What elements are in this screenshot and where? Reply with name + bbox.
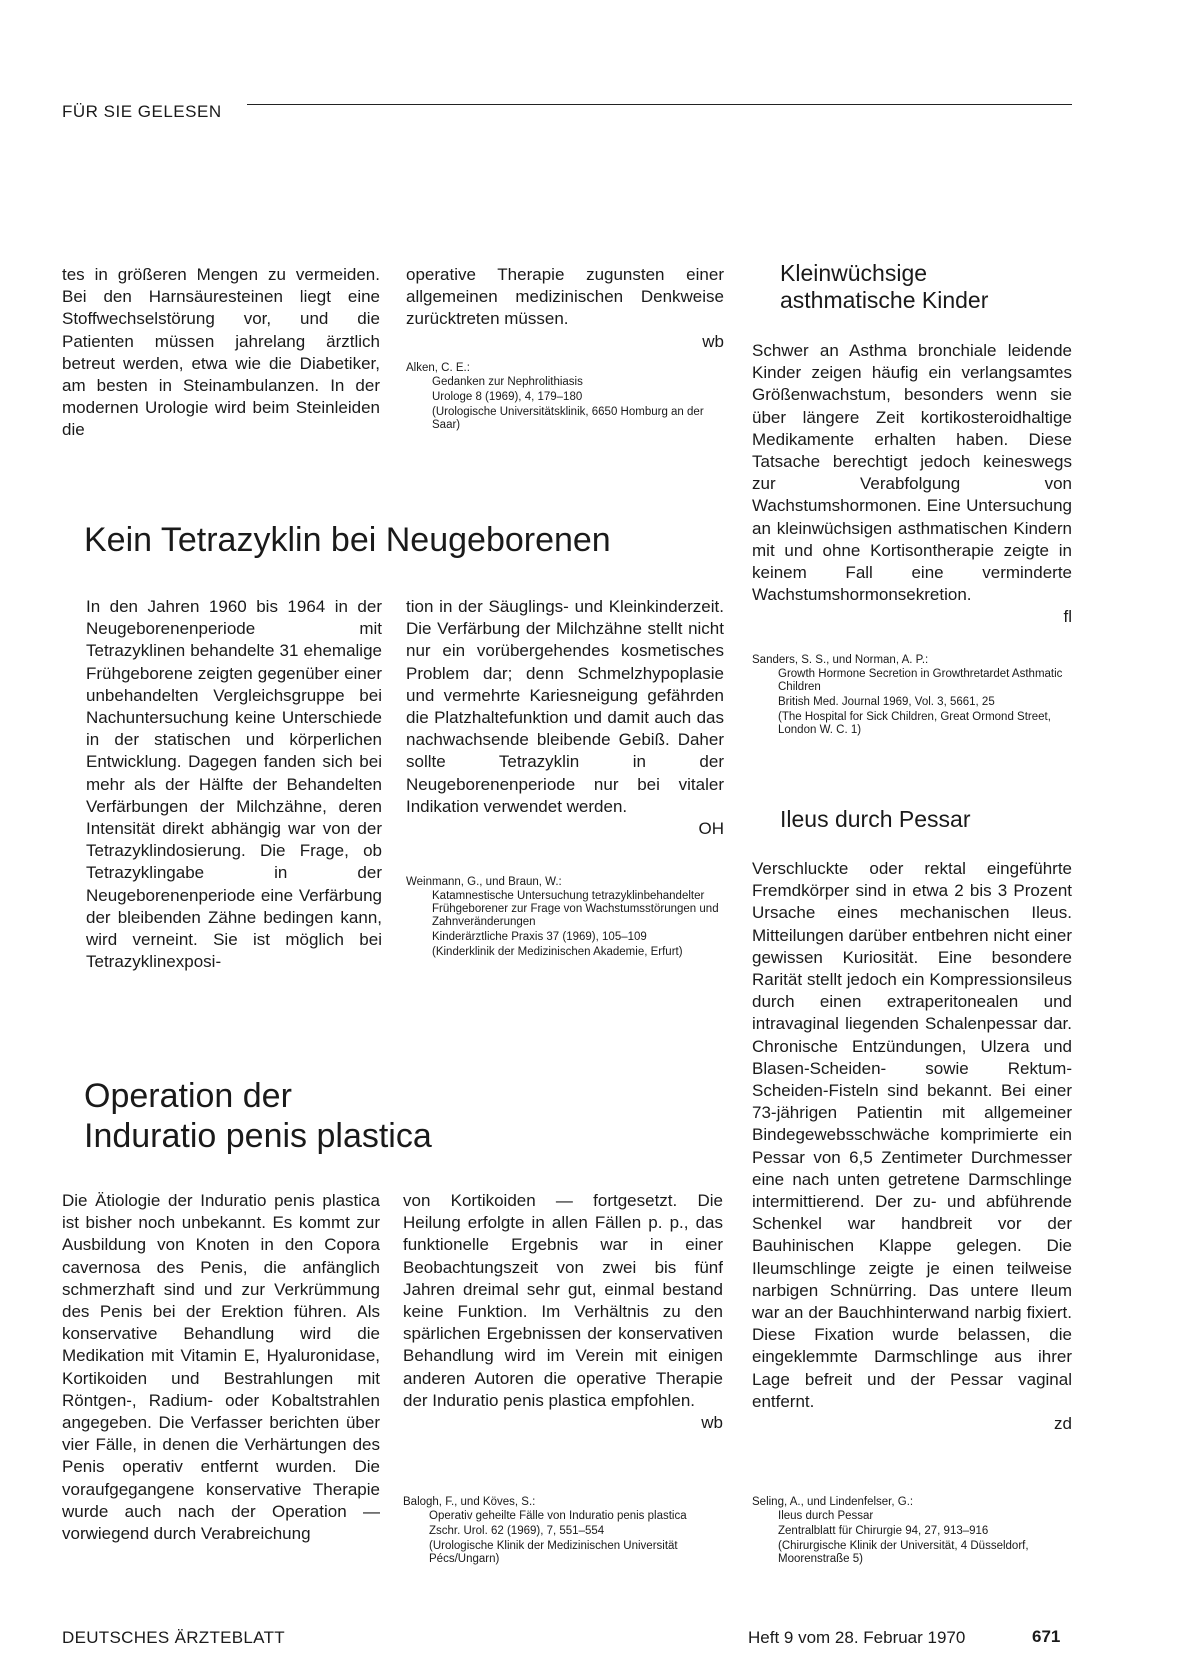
ref-journal: Zschr. Urol. 62 (1969), 7, 551–554 <box>429 1525 605 1537</box>
ref-institution: (Chirurgische Klinik der Universität, 4 Düsseldorf, Moorenstraße 5) <box>778 1540 1029 1565</box>
signature: wb <box>701 1413 723 1433</box>
reference-tetrazyklin <box>406 876 724 961</box>
article-title: Kein Tetrazyklin bei Neugeborenen <box>84 521 611 559</box>
ref-authors: Balogh, F., und Köves, S.: <box>403 1496 536 1508</box>
body-text: Die Ätiologie der Induratio penis plastica ist bisher noch unbekannt. Es kommt zur Ausbildung von Knoten in den Copora cavernosa des Penis, die anfänglich schmerzhaft sind und zur Verkrümmung des Penis bei der Erektion führen. Als konservative Behandlung wird die Medikation mit Vitamin E, Hyaluronidase, Kortikoiden und Bestrahlungen mit Röntgen-, Radium- oder Kobaltstrahlen angegeben. Die Verfasser berichten über vier Fälle, in denen die Verhärtungen des Penis operativ entfernt wurden. Die voraufgegangene konservative Therapie wurde auch nach der Operation — vorwiegend durch Verabreichung <box>62 1191 380 1544</box>
ref-journal: Kinderärztliche Praxis 37 (1969), 105–109 <box>432 931 647 943</box>
urolithiasis-col2 <box>406 264 724 353</box>
body-text: In den Jahren 1960 bis 1964 in der Neugeborenenperiode mit Tetrazyklinen behandelte 31 ehemalige Frühgeborene zeigten gegenüber einer unbehandelten Vergleichsgruppe bei Nachuntersuchung keine Unterschiede in der statischen und körperlichen Entwicklung. Dagegen fanden sich bei mehr als der Hälfte der Behandelten Verfärbungen der Milchzähne, deren Intensität direkt abhängig war von der Tetrazyklindosierung. Die Frage, ob Tetrazyklingabe in der Neugeborenenperiode eine Verfärbung der bleibenden Zähne bedingen kann, wird verneint. Sie ist möglich bei Tetrazyklinexposi- <box>86 597 382 972</box>
asthma-text <box>752 340 1072 629</box>
signature: fl <box>1063 607 1072 627</box>
body-text: Verschluckte oder rektal eingeführte Fremdkörper sind in etwa 2 bis 3 Prozent Ursache eines mechanischen Ileus. Mitteilungen darüber entbehren nicht einer gewissen Kuriosität. Eine besondere Rarität stellt jedoch ein Kompressionsileus durch einen extraperitonealen und intravaginal liegenden Schalenpessar dar. Chronische Entzündungen, Ulzera und Blasen-Scheiden- sowie Rektum-Scheiden-Fisteln sind bekannt. Bei einer 73-jährigen Patientin mit allgemeiner Bindegewebsschwäche komprimierte ein Pessar von 6,5 Zentimeter Durchmesser eine nach unten getretene Darmschlinge intermittierend. Der zu- und abführende Schenkel war handbreit vor der Bauhinischen Klappe gelegen. Die Ileumschlinge zeigte je einen teilweise narbigen Schnürring. Das untere Ileum war an der Bauchhinterwand narbig fixiert. Diese Fixation wurde belassen, die eingeklemmte Darmschlinge aus ihrer Lage befreit und der Pessar vaginal entfernt. <box>752 859 1072 1411</box>
ref-institution: (Kinderklinik der Medizinischen Akademie, Erfurt) <box>432 946 683 958</box>
ref-institution: (The Hospital for Sick Children, Great Ormond Street, London W. C. 1) <box>778 711 1051 736</box>
ref-title: Growth Hormone Secretion in Growthretardet Asthmatic Children <box>778 668 1063 693</box>
article-title: Ileus durch Pessar <box>780 806 971 832</box>
ref-journal: Urologe 8 (1969), 4, 179–180 <box>432 391 583 403</box>
reference-urolithiasis <box>406 362 724 434</box>
body-text: von Kortikoiden — fortgesetzt. Die Heilung erfolgte in allen Fällen p. p., das funktionelle Ergebnis war in einer Beobachtungszeit von zwei bis fünf Jahren dreimal sehr gut, einmal bestand keine Funktion. Im Verhältnis zu den spärlichen Ergebnissen der konservativen Behandlung wird im Verein mit einigen anderen Autoren die operative Therapie der Induratio penis plastica empfohlen. <box>403 1191 723 1410</box>
ref-institution: (Urologische Klinik der Medizinischen Universität Pécs/Ungarn) <box>429 1540 678 1565</box>
reference-ileus <box>752 1496 1072 1568</box>
signature: wb <box>702 331 724 351</box>
signature: OH <box>698 819 724 839</box>
body-text: Schwer an Asthma bronchiale leidende Kinder zeigen häufig ein verlangsamtes Größenwachstum, besonders wenn sie über längere Zeit kortikosteroidhaltige Medikamente erhalten haben. Diese Tatsache berechtigt jedoch keineswegs zur Verabfolgung von Wachstumshormonen. Eine Untersuchung an kleinwüchsigen asthmatischen Kindern mit und ohne Kortisontherapie zeigte in keinem Fall eine verminderte Wachstumshormonsekretion. <box>752 341 1072 605</box>
tetrazyklin-col1 <box>86 596 382 973</box>
article-title-line1: Kleinwüchsige <box>780 260 928 286</box>
ref-title: Katamnestische Untersuchung tetrazyklinbehandelter Frühgeborener zur Frage von Wachstumsstörungen und Zahnveränderungen <box>432 890 719 928</box>
ref-authors: Sanders, S. S., und Norman, A. P.: <box>752 654 929 666</box>
ref-institution: (Urologische Universitätsklinik, 6650 Homburg an der Saar) <box>432 406 704 431</box>
publication-name: DEUTSCHES ÄRZTEBLATT <box>62 1628 285 1647</box>
ref-title: Ileus durch Pessar <box>778 1510 874 1522</box>
signature: zd <box>1054 1414 1072 1434</box>
reference-asthma <box>752 654 1072 739</box>
induratio-col2 <box>403 1190 723 1434</box>
ileus-text <box>752 858 1072 1435</box>
body-text: operative Therapie zugunsten einer allgemeinen medizinischen Denkweise zurücktreten müssen. <box>406 265 724 329</box>
article-title-line1: Operation der <box>84 1077 292 1115</box>
page-number: 671 <box>1032 1627 1061 1646</box>
article-title-line2: asthmatische Kinder <box>780 287 989 313</box>
tetrazyklin-col2 <box>406 596 724 840</box>
ref-authors: Seling, A., und Lindenfelser, G.: <box>752 1496 914 1508</box>
issue-info: Heft 9 vom 28. Februar 1970 <box>748 1628 966 1647</box>
body-text: tes in größeren Mengen zu vermeiden. Bei den Harnsäuresteinen liegt eine Stoffwechselstörung vor, und die Patienten müssen jahrelang ärztlich betreut werden, etwa wie die Diabetiker, am besten in Steinambulanzen. In der modernen Urologie wird beim Steinleiden die <box>62 265 380 440</box>
ref-journal: Zentralblatt für Chirurgie 94, 27, 913–916 <box>778 1525 989 1537</box>
ref-authors: Alken, C. E.: <box>406 362 470 374</box>
header-rule <box>247 104 1072 105</box>
article-title-line2: Induratio penis plastica <box>84 1117 432 1155</box>
ref-authors: Weinmann, G., und Braun, W.: <box>406 876 562 888</box>
body-text: tion in der Säuglings- und Kleinkinderzeit. Die Verfärbung der Milchzähne stellt nicht nur ein vorübergehendes kosmetisches Problem dar; denn Schmelzhypoplasie und vermehrte Kariesneigung gefährden die Platzhaltefunktion und damit auch das nachwachsende bleibende Gebiß. Daher sollte Tetrazyklin in der Neugeborenenperiode nur bei vitaler Indikation verwendet werden. <box>406 597 724 816</box>
ref-journal: British Med. Journal 1969, Vol. 3, 5661, 25 <box>778 696 995 708</box>
section-label: FÜR SIE GELESEN <box>62 102 222 121</box>
urolithiasis-col1 <box>62 264 380 442</box>
ref-title: Gedanken zur Nephrolithiasis <box>432 376 583 388</box>
induratio-col1 <box>62 1190 380 1545</box>
reference-induratio <box>403 1496 723 1568</box>
ref-title: Operativ geheilte Fälle von Induratio penis plastica <box>429 1510 687 1522</box>
